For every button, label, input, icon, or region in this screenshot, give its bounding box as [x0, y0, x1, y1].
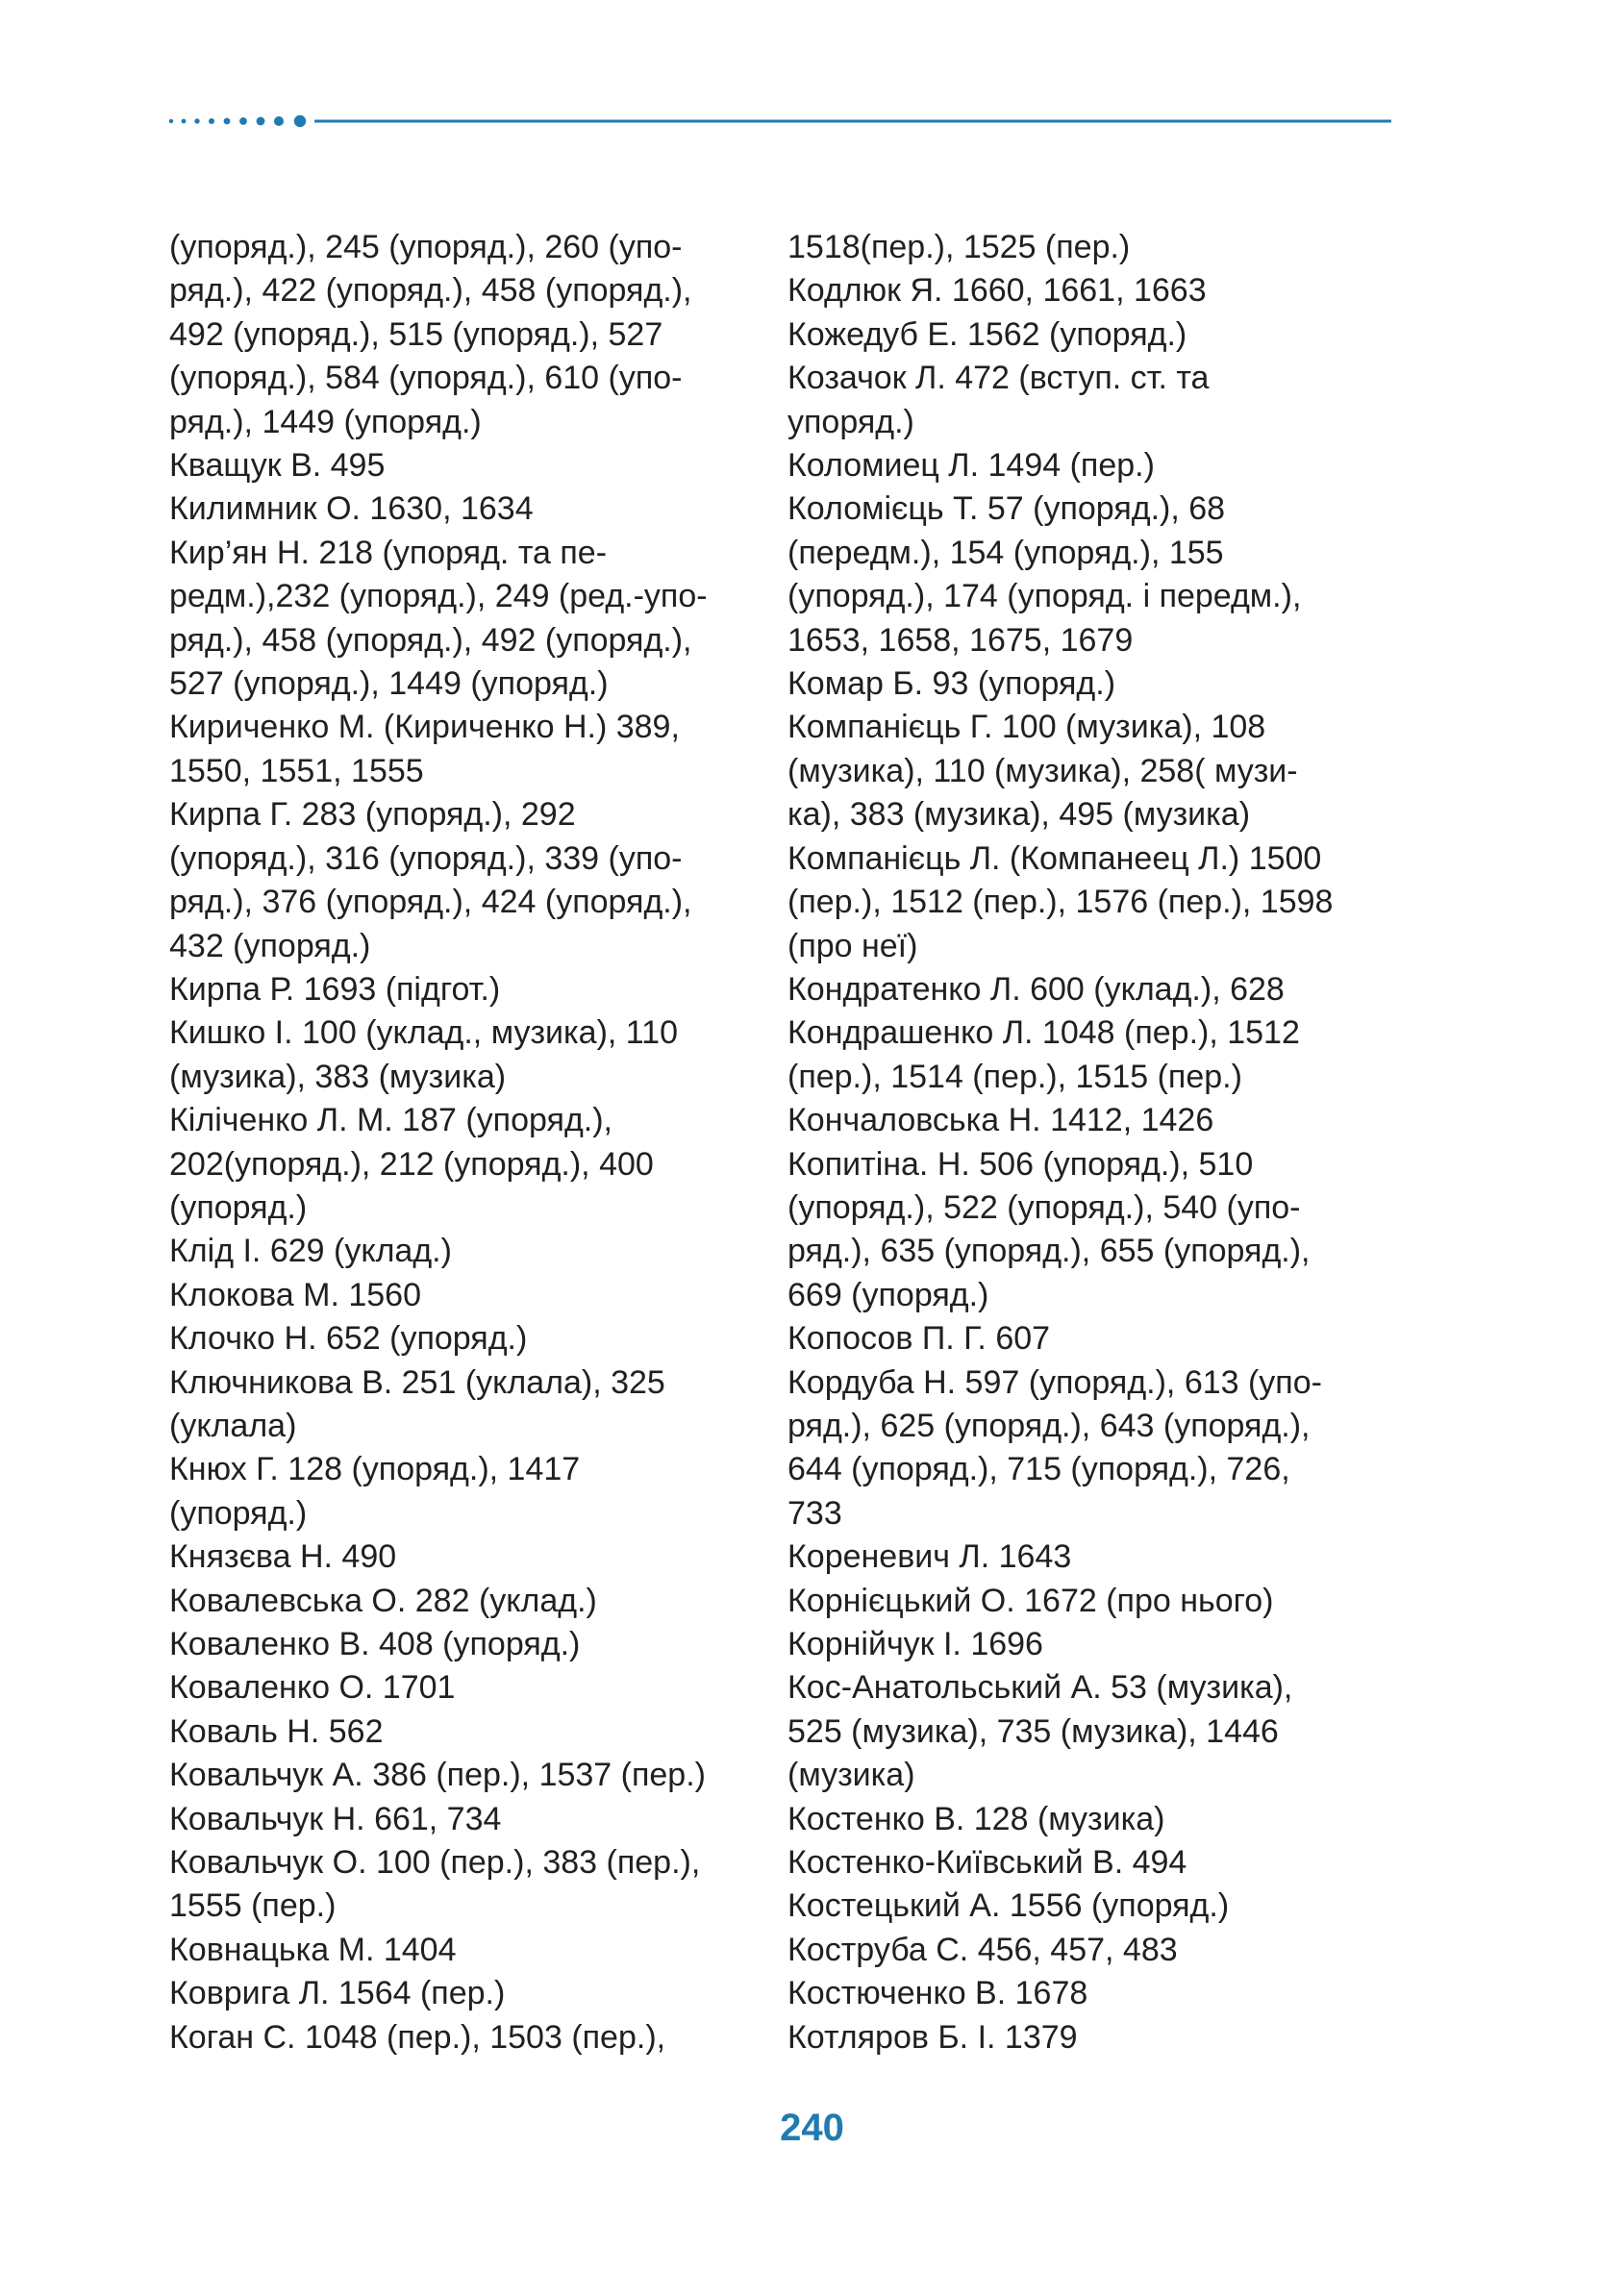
index-line: 1550, 1551, 1555 [169, 752, 424, 789]
index-line: Компанієць Г. 100 (музика), 108 [787, 709, 1266, 746]
index-line: Копосов П. Г. 607 [787, 1320, 1051, 1358]
index-line: Кондратенко Л. 600 (уклад.), 628 [787, 970, 1285, 1008]
page-number: 240 [780, 2107, 844, 2149]
index-line: 1555 (пер.) [169, 1887, 337, 1925]
index-line: (упоряд.), 174 (упоряд. і передм.), [787, 578, 1302, 615]
index-line: 492 (упоряд.), 515 (упоряд.), 527 [169, 315, 663, 353]
index-line: Кващук В. 495 [169, 447, 386, 485]
index-line: Кирпа Г. 283 (упоряд.), 292 [169, 796, 576, 834]
index-line: ряд.), 422 (упоряд.), 458 (упоряд.), [169, 272, 692, 310]
index-line: Коврига Л. 1564 (пер.) [169, 1975, 506, 2012]
index-line: (уклала) [169, 1407, 297, 1444]
index-line: (упоряд.), 245 (упоряд.), 260 (упо- [169, 229, 683, 265]
index-line: Ковальчук А. 386 (пер.), 1537 (пер.) [169, 1757, 706, 1794]
rule-line [314, 120, 1391, 123]
index-line: Костенко В. 128 (музика) [787, 1800, 1165, 1837]
index-line: Князєва Н. 490 [169, 1538, 397, 1576]
index-line: ряд.), 376 (упоряд.), 424 (упоряд.), [169, 884, 692, 921]
index-line: Кир’ян Н. 218 (упоряд. та пе- [169, 534, 608, 571]
index-line: Ковальчук Н. 661, 734 [169, 1800, 502, 1837]
index-line: Коломієць Т. 57 (упоряд.), 68 [787, 490, 1226, 528]
index-line: Коган С. 1048 (пер.), 1503 (пер.), [169, 2018, 666, 2056]
index-line: Коваленко О. 1701 [169, 1669, 456, 1707]
index-line: (передм.), 154 (упоряд.), 155 [787, 534, 1224, 571]
index-line: ряд.), 1449 (упоряд.) [169, 403, 482, 440]
index-line: Корнієцький О. 1672 (про нього) [787, 1582, 1274, 1619]
index-line: ряд.), 625 (упоряд.), 643 (упоряд.), [787, 1407, 1311, 1444]
index-line: 644 (упоряд.), 715 (упоряд.), 726, [787, 1451, 1290, 1488]
index-line: Клокова М. 1560 [169, 1276, 421, 1313]
index-line: Кирпа Р. 1693 (підгот.) [169, 970, 501, 1008]
index-line: 1653, 1658, 1675, 1679 [787, 621, 1134, 659]
rule-dot [294, 115, 306, 127]
index-line: (про неї) [787, 927, 918, 964]
rule-dot [194, 118, 199, 123]
index-line: Корнійчук І. 1696 [787, 1626, 1043, 1662]
index-line: Копитіна. Н. 506 (упоряд.), 510 [787, 1145, 1254, 1183]
index-line: Коструба С. 456, 457, 483 [787, 1931, 1178, 1968]
index-line: Компанієць Л. (Компанеец Л.) 1500 [787, 839, 1322, 877]
index-line: Килимник О. 1630, 1634 [169, 490, 534, 528]
index-line: ка), 383 (музика), 495 (музика) [787, 796, 1251, 834]
index-line: Костецький А. 1556 (упоряд.) [787, 1887, 1230, 1925]
index-line: Кириченко М. (Кириченко Н.) 389, [169, 709, 680, 746]
index-column-left [169, 226, 765, 2060]
index-line: Кондрашенко Л. 1048 (пер.), 1512 [787, 1014, 1300, 1052]
index-line: упоряд.) [787, 403, 914, 440]
index-line: Кожедуб Е. 1562 (упоряд.) [787, 315, 1187, 353]
index-line: Костенко-Київський В. 494 [787, 1844, 1187, 1882]
index-line: (пер.), 1512 (пер.), 1576 (пер.), 1598 [787, 884, 1334, 921]
index-line: Кореневич Л. 1643 [787, 1538, 1072, 1576]
index-line: (упоряд.) [169, 1494, 308, 1532]
index-column-right [787, 226, 1403, 2060]
index-line: Коваленко В. 408 (упоряд.) [169, 1626, 581, 1662]
index-line: редм.),232 (упоряд.), 249 (ред.-упо- [169, 578, 708, 615]
index-line: 1518(пер.), 1525 (пер.) [787, 229, 1131, 265]
index-line: Ковальчук О. 100 (пер.), 383 (пер.), [169, 1844, 701, 1882]
header-rule-graphic [168, 113, 1391, 129]
rule-dot [239, 117, 247, 125]
rule-dot [169, 119, 173, 123]
index-line: Клочко Н. 652 (упоряд.) [169, 1320, 528, 1358]
rule-dot [274, 116, 284, 126]
index-line: (музика) [787, 1757, 915, 1794]
index-line: (музика), 383 (музика) [169, 1058, 507, 1095]
index-line: (упоряд.), 522 (упоряд.), 540 (упо- [787, 1188, 1301, 1226]
index-line: (упоряд.), 316 (упоряд.), 339 (упо- [169, 839, 683, 877]
index-line: 202(упоряд.), 212 (упоряд.), 400 [169, 1145, 654, 1183]
index-line: Ковнацька М. 1404 [169, 1931, 457, 1968]
rule-dot [182, 119, 187, 124]
index-line: Кіліченко Л. М. 187 (упоряд.), [169, 1102, 612, 1139]
index-line: Кодлюк Я. 1660, 1661, 1663 [787, 272, 1207, 310]
index-line: 733 [787, 1494, 842, 1532]
rule-dot [209, 118, 214, 124]
index-line: Ковалевська О. 282 (уклад.) [169, 1582, 597, 1619]
index-line: ряд.), 635 (упоряд.), 655 (упоряд.), [787, 1233, 1311, 1270]
index-line: Кос-Анатольський А. 53 (музика), [787, 1669, 1293, 1707]
index-line: 525 (музика), 735 (музика), 1446 [787, 1712, 1279, 1750]
index-line: Коломиец Л. 1494 (пер.) [787, 447, 1155, 485]
rule-dot [257, 117, 265, 126]
index-line: Ключникова В. 251 (уклала), 325 [169, 1363, 665, 1401]
index-line: Коваль Н. 562 [169, 1712, 384, 1750]
index-line: (упоряд.) [169, 1188, 308, 1226]
index-line: ряд.), 458 (упоряд.), 492 (упоряд.), [169, 621, 692, 659]
index-line: Кнюх Г. 128 (упоряд.), 1417 [169, 1451, 581, 1488]
index-line: (пер.), 1514 (пер.), 1515 (пер.) [787, 1058, 1242, 1095]
header-dotted-rule [168, 113, 1391, 129]
index-line: 527 (упоряд.), 1449 (упоряд.) [169, 665, 609, 703]
index-line: Кишко І. 100 (уклад., музика), 110 [169, 1014, 678, 1052]
index-line: Кончаловська Н. 1412, 1426 [787, 1102, 1214, 1139]
index-line: (упоряд.), 584 (упоряд.), 610 (упо- [169, 360, 683, 397]
index-line: (музика), 110 (музика), 258( музи- [787, 752, 1298, 789]
index-line: Котляров Б. І. 1379 [787, 2018, 1078, 2056]
index-line: Кордуба Н. 597 (упоряд.), 613 (упо- [787, 1363, 1322, 1401]
index-line: Клід І. 629 (уклад.) [169, 1233, 452, 1270]
index-line: Козачок Л. 472 (вступ. ст. та [787, 360, 1210, 397]
index-line: 669 (упоряд.) [787, 1276, 989, 1313]
index-line: Костюченко В. 1678 [787, 1975, 1088, 2012]
rule-dot [224, 118, 231, 125]
index-line: 432 (упоряд.) [169, 927, 371, 964]
index-line: Комар Б. 93 (упоряд.) [787, 665, 1116, 703]
